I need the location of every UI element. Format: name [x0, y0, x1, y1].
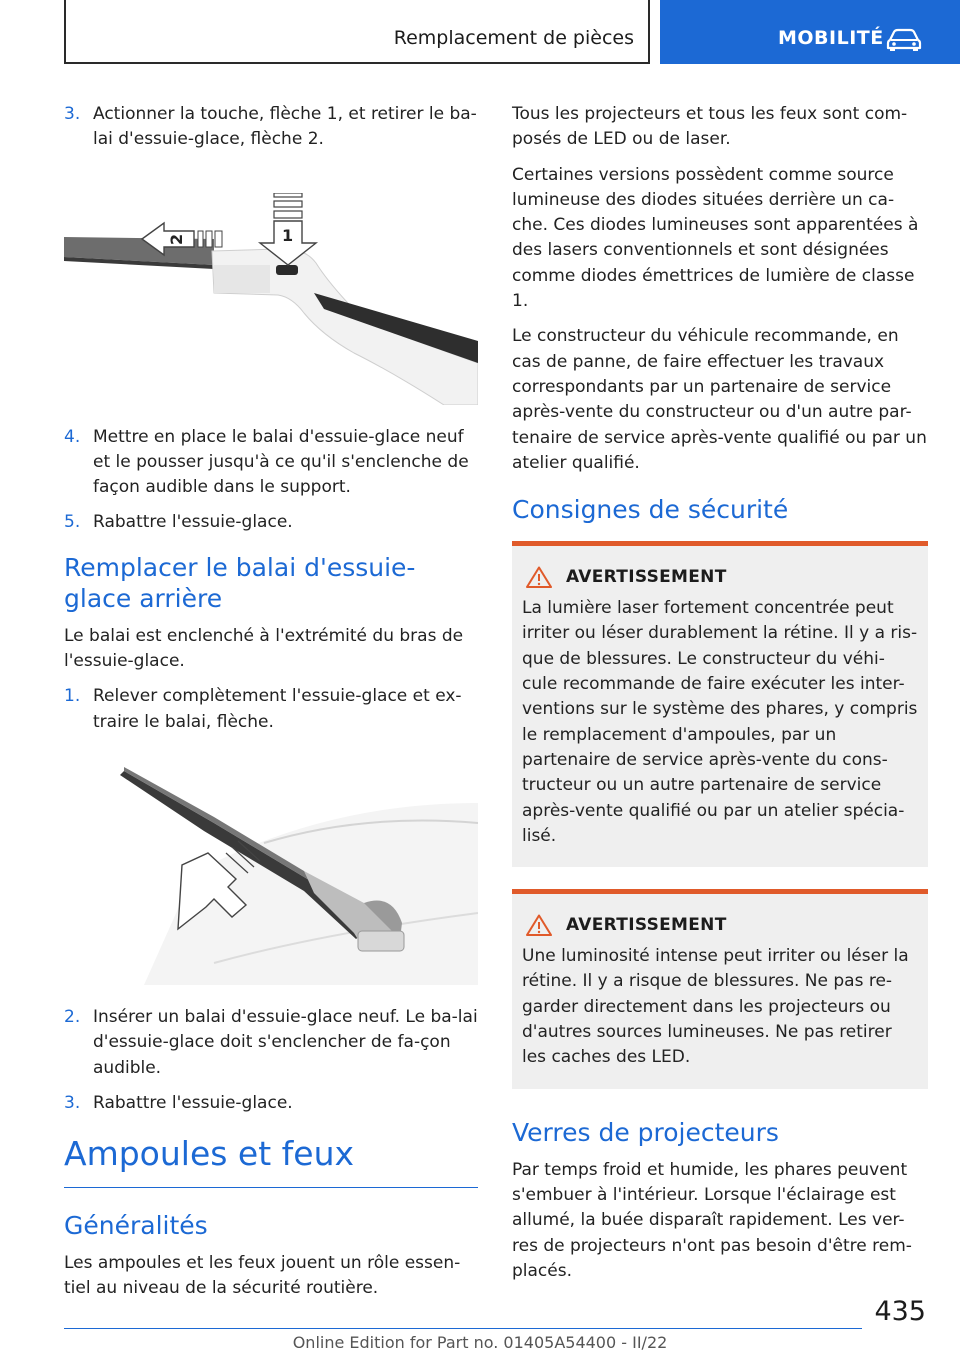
step-number: 3. [64, 1092, 81, 1113]
fig1-label-2: 2 [167, 233, 186, 245]
step-text: Rabattre l'essuie-glace. [93, 512, 293, 533]
page-number: 435 [874, 1296, 926, 1327]
heading-generalites: Généralités [64, 1211, 208, 1241]
step-text: Relever complètement l'essuie-glace et ex-traire le balai, flèche. [93, 686, 462, 732]
step-number: 5. [64, 512, 81, 533]
warning-title: AVERTISSEMENT [566, 567, 727, 588]
tab-label: MOBILITÉ [778, 27, 884, 49]
warning-triangle-icon [526, 914, 552, 936]
step-number: 4. [64, 426, 81, 447]
step-4-insert-blade [64, 425, 478, 501]
rear-step-1 [64, 684, 478, 735]
right-column [512, 102, 928, 1294]
step-text: Actionner la touche, flèche 1, et retirer le ba-lai d'essuie-glace, flèche 2. [93, 104, 477, 150]
warning-box-luminosity [512, 889, 928, 1088]
section-title: Remplacement de pièces [393, 27, 634, 49]
para-led-laser: Tous les projecteurs et tous les feux sont com-posés de LED ou de laser. [512, 104, 908, 150]
warning-header [522, 566, 918, 588]
warning-title: AVERTISSEMENT [566, 915, 727, 936]
header-tab-mobilite[interactable] [660, 0, 960, 64]
step-text: Mettre en place le balai d'essuie-glace neuf et le pousser jusqu'à ce qu'il s'enclenche de façon audible dans le support. [93, 426, 469, 498]
step-number: 3. [64, 104, 81, 124]
step-3-remove-blade [64, 102, 478, 153]
warning-text: La lumière laser fortement concentrée peut irriter ou léser durablement la rétine. Il y a ris-que de blessures. Le constructeur du véhi-cule recommande de faire exécuter les inter-ventions sur le système des phares, y compris le remplacement d'ampoules, par un partenaire de service après-vente du cons-tructeur ou un autre partenaire de service après-vente qualifié ou par un atelier spécia-lisé. [522, 598, 918, 846]
car-icon [886, 27, 922, 51]
warning-triangle-icon [526, 566, 552, 588]
warning-text: Une luminosité intense peut irriter ou léser la rétine. Il y a risque de blessures. Ne pas re-garder directement dans les projecteurs ou d'autres sources lumineuses. Ne pas retirer les caches des LED. [522, 946, 909, 1068]
fig1-label-1: 1 [282, 225, 294, 245]
step-text: Insérer un balai d'essuie-glace neuf. Le ba-lai d'essuie-glace doit s'enclencher de fa-çon audible. [93, 1006, 478, 1078]
para-diodes: Certaines versions possèdent comme source lumineuse des diodes situées derrière un ca-che. Ces diodes lumineuses sont apparentées à des lasers conventionnels et sont désignées comme diodes émettrices de lumière de classe 1. [512, 164, 919, 312]
footer-edition: Online Edition for Part no. 01405A54400 - II/22 [292, 1333, 668, 1352]
step-text: Rabattre l'essuie-glace. [93, 1092, 293, 1113]
warning-box-laser [512, 541, 928, 867]
rear-step-2 [64, 1005, 478, 1081]
para-recommendation: Le constructeur du véhicule recommande, en cas de panne, de faire effectuer les travaux correspondants par un partenaire de service après-vente du constructeur ou d'un autre par-tenaire de service après-vente qualifié ou par un atelier qualifié. [512, 326, 927, 473]
rear-step-3 [64, 1091, 478, 1116]
header-section-box [64, 0, 650, 64]
step-number: 1. [64, 686, 81, 707]
step-number: 2. [64, 1006, 81, 1027]
chapter-title: Ampoules et feux [64, 1134, 478, 1188]
verres-text: Par temps froid et humide, les phares peuvent s'embuer à l'intérieur. Lorsque l'éclairage est allumé, la buée disparaît rapidement. Les ver-res de projecteurs n'ont pas besoin d'être rem-placés. [512, 1159, 912, 1281]
rear-intro-text: Le balai est enclenché à l'extrémité du bras de l'essuie-glace. [64, 625, 464, 672]
footer-divider [64, 1328, 862, 1329]
figure-rear-wiper-removal [64, 763, 478, 985]
step-5-lower-wiper [64, 510, 478, 535]
generalites-text: Les ampoules et les feux jouent un rôle essen-tiel au niveau de la sécurité routière. [64, 1253, 461, 1299]
heading-verres: Verres de projecteurs [512, 1117, 779, 1147]
left-column [64, 102, 478, 1312]
warning-header [522, 914, 918, 936]
heading-safety: Consignes de sécurité [512, 495, 789, 525]
figure-front-wiper-release [64, 193, 478, 405]
heading-rear-wiper: Remplacer le balai d'essuie-glace arrière [64, 552, 416, 613]
